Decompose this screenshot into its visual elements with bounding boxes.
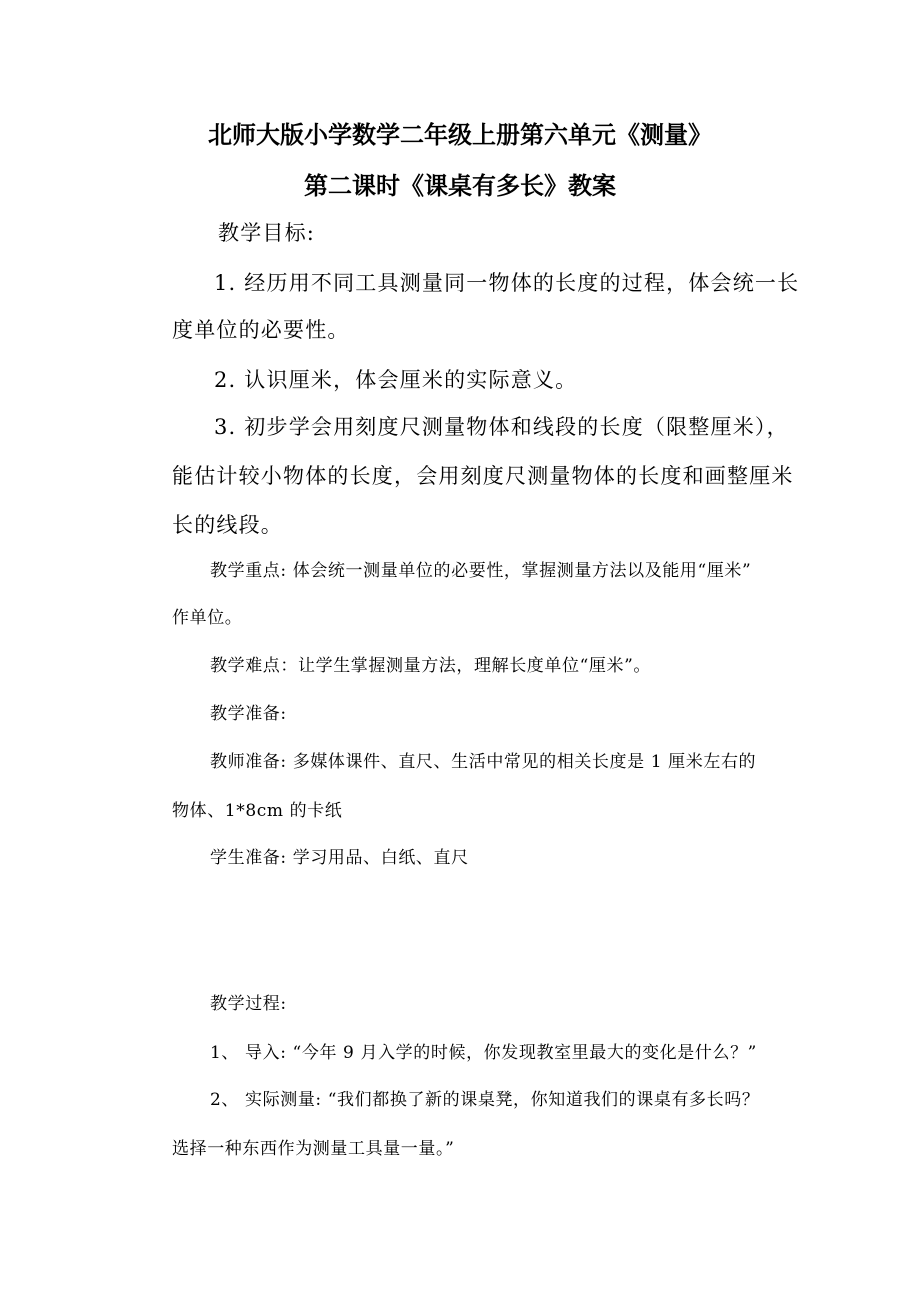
preparation-heading: 教学准备: xyxy=(210,704,287,724)
process-step-1: 1、 导入: “今年 9 月入学的时候，你发现教室里最大的变化是什么？” xyxy=(210,1043,757,1063)
key-points-line-2: 作单位。 xyxy=(172,608,243,628)
objective-3-line-2: 能估计较小物体的长度，会用刻度尺测量物体的长度和画整厘米 xyxy=(172,464,794,488)
objective-3-line-3: 长的线段。 xyxy=(172,513,283,537)
objective-1-line-2: 度单位的必要性。 xyxy=(172,318,350,342)
teacher-preparation-line-2: 物体、1*8cm 的卡纸 xyxy=(172,801,343,821)
document-title-line-1: 北师大版小学数学二年级上册第六单元《测量》 xyxy=(208,121,712,149)
objectives-heading: 教学目标: xyxy=(218,221,316,245)
document-title-line-2: 第二课时《课桌有多长》教案 xyxy=(304,172,616,200)
teacher-preparation-line-1: 教师准备: 多媒体课件、直尺、生活中常见的相关长度是 1 厘米左右的 xyxy=(210,752,757,772)
process-step-2-line-1: 2、 实际测量: “我们都换了新的课桌凳，你知道我们的课桌有多长吗？ xyxy=(210,1090,760,1110)
student-preparation: 学生准备: 学习用品、白纸、直尺 xyxy=(210,848,469,868)
difficulties: 教学难点：让学生掌握测量方法，理解长度单位“厘米”。 xyxy=(210,656,651,676)
process-step-2-line-2: 选择一种东西作为测量工具量一量。” xyxy=(172,1139,455,1159)
objective-1-line-1: 1. 经历用不同工具测量同一物体的长度的过程，体会统一长 xyxy=(214,271,800,295)
objective-3-line-1: 3. 初步学会用刻度尺测量物体和线段的长度（限整厘米）， xyxy=(214,415,789,439)
objective-2: 2. 认识厘米，体会厘米的实际意义。 xyxy=(214,368,578,392)
process-heading: 教学过程: xyxy=(210,994,287,1014)
key-points-line-1: 教学重点: 体会统一测量单位的必要性，掌握测量方法以及能用“厘米” xyxy=(210,561,752,581)
